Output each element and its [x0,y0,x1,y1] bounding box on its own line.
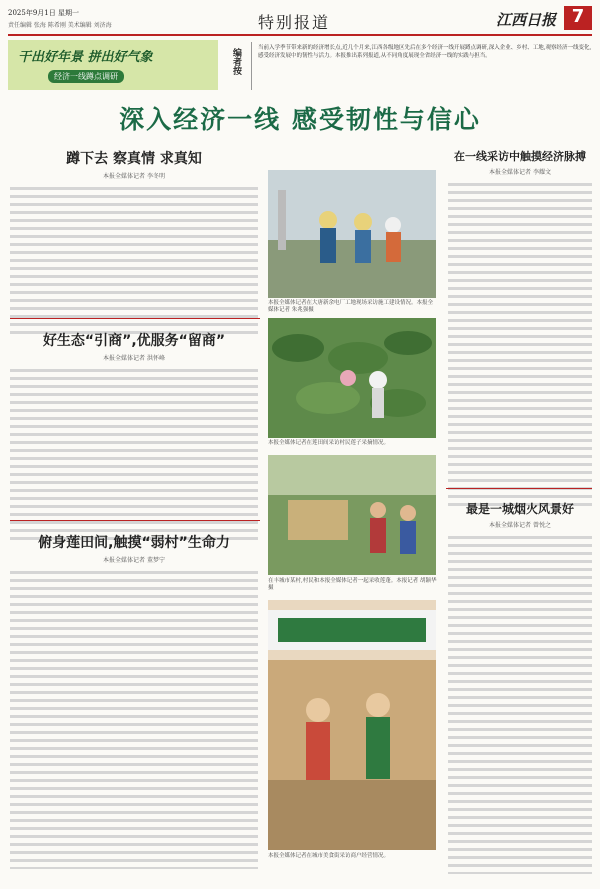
banner-title: 干出好年景 拼出好气象 [18,50,153,65]
article-1-title: 蹲下去 察真情 求真知 [66,151,202,167]
section-name: 特别报道 [258,13,331,32]
caption-4: 本报全媒体记者在城市美食街采访商户经营情况。 [268,853,390,859]
article-1 [10,148,258,335]
article-4-title: 最是一城烟火风景好 [465,502,574,516]
photo-lotus-field [268,318,436,438]
article-5-body [10,569,258,869]
caption-2: 本报全媒体记者在莲田间采访村民莲子采摘情况。 [268,440,390,446]
signature-text: 编者按 [231,48,241,75]
article-3-byline: 本报全媒体记者 洪怀峰 [103,355,165,362]
article-1-body [10,185,258,335]
newspaper-logo: 江西日报 [495,11,556,29]
article-3 [10,330,258,545]
page-headline: 深入经济一线 感受韧性与信心 [119,105,481,134]
divider-3 [10,520,260,521]
photo-lotus-field-image [268,318,436,438]
photo-food-street [268,600,436,850]
article-1-byline: 本报全媒体记者 李冬明 [103,173,165,180]
article-3-title: 好生态“引商”,优服务“留商” [42,333,226,349]
editor-note-label [222,42,252,90]
divider-2 [446,488,592,489]
article-4-byline: 本报全媒体记者 曾悦之 [489,522,551,529]
article-5 [10,532,258,869]
article-2-title: 在一线采访中触摸经济脉搏 [454,150,586,163]
editor-note: 当前入学季节带来新的经济增长点,近几个月来,江西各级地区先后在多个经济一线开展蹲点调研,深入企业、乡村、工地,观察经济一线变化,感受经济发展中的韧性与活力。本报推出系列报道,从不同角度展现全省经济一线的实践与担当。 [258,45,592,59]
photo-village [268,455,436,575]
article-4-body [448,534,592,874]
caption-3: 在丰城市某村,村民和本报全媒体记者一起采收莲蓬。本报记者 胡颖华摄 [268,578,437,591]
photo-food-street-image [268,600,436,850]
issue-date: 2025年9月1日 星期一 [8,9,79,17]
divider-1 [10,318,260,319]
caption-1: 本报全媒体记者在大唐新余电厂工地现场采访施工建设情况。本报全媒体记者 朱兆强摄 [268,300,434,313]
article-5-byline: 本报全媒体记者 董梦宁 [103,557,165,564]
article-2-body [448,181,592,511]
photo-power-plant-image [268,170,436,298]
article-5-title: 俯身莲田间,触摸“弱村”生命力 [38,535,230,551]
article-2 [448,148,592,511]
article-2-byline: 本报全媒体记者 李耀文 [489,169,551,176]
photo-power-plant [268,170,436,298]
banner-subtitle: 经济一线蹲点调研 [48,70,124,83]
masthead [8,6,592,36]
article-4 [448,500,592,874]
photo-village-image [268,455,436,575]
series-banner [8,40,218,90]
article-3-body [10,367,258,545]
editors-line: 责任编辑 张海 陈希刚 美术编辑 刘济海 [8,22,112,29]
page-number: 7 [564,6,592,30]
